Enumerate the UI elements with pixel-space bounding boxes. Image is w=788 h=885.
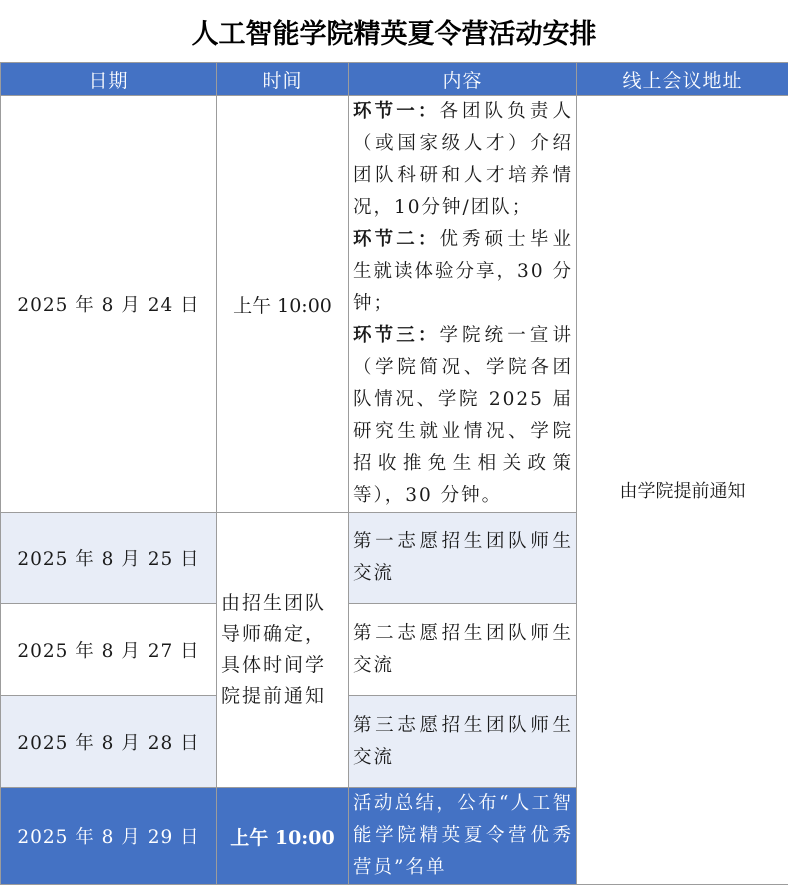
header-time: 时间 [217, 63, 349, 96]
address-cell: 由学院提前通知 [577, 96, 788, 885]
segment-text: 各团队负责人（或国家级人才）介绍团队科研和人才培养情况，10分钟/团队； [353, 101, 573, 218]
table-row [1, 96, 788, 513]
time-cell: 上午 10:00 [217, 96, 349, 513]
date-cell: 2025 年 8 月 29 日 [1, 788, 217, 885]
segment-text: 学院统一宣讲（学院简况、学院各团队情况、学院 2025 届研究生就业情况、学院招收推免生相关政策等），30 分钟。 [353, 325, 573, 506]
date-cell: 2025 年 8 月 28 日 [1, 696, 217, 788]
content-cell: 第一志愿招生团队师生交流 [349, 513, 577, 604]
page-title: 人工智能学院精英夏令营活动安排 [0, 0, 788, 62]
date-cell: 2025 年 8 月 27 日 [1, 604, 217, 696]
segment-3 [353, 320, 573, 512]
segment-1 [353, 96, 573, 224]
segment-label: 环节二： [353, 229, 439, 250]
segment-label: 环节三： [353, 325, 439, 346]
schedule-table [0, 62, 788, 885]
segment-text: 优秀硕士毕业生就读体验分享，30 分钟； [353, 229, 573, 314]
header-content: 内容 [349, 63, 577, 96]
content-cell [349, 96, 577, 513]
content-cell: 第二志愿招生团队师生交流 [349, 604, 577, 696]
header-date: 日期 [1, 63, 217, 96]
time-cell: 上午 10:00 [217, 788, 349, 885]
table-header-row [1, 63, 788, 96]
date-cell: 2025 年 8 月 25 日 [1, 513, 217, 604]
content-cell: 第三志愿招生团队师生交流 [349, 696, 577, 788]
merged-time-cell: 由招生团队导师确定，具体时间学院提前通知 [217, 513, 349, 788]
segment-2 [353, 224, 573, 320]
content-cell: 活动总结，公布“人工智能学院精英夏令营优秀营员”名单 [349, 788, 577, 885]
header-address: 线上会议地址 [577, 63, 788, 96]
segment-label: 环节一： [353, 101, 439, 122]
date-cell: 2025 年 8 月 24 日 [1, 96, 217, 513]
